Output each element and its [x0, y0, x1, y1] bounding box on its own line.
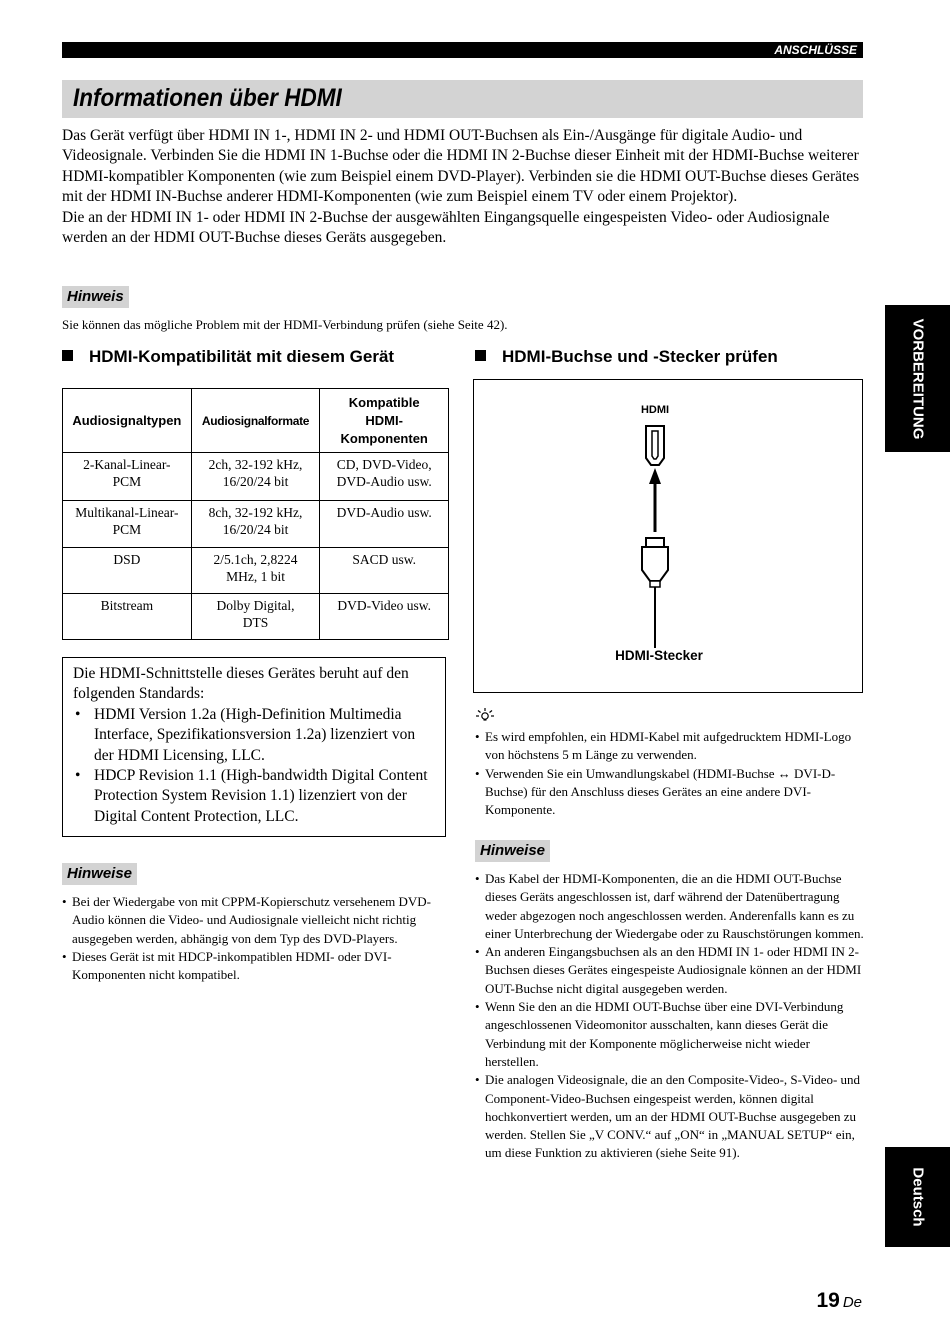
table-row [63, 501, 449, 548]
hdmi-socket-icon [646, 426, 664, 465]
section-header-bar [62, 42, 863, 58]
table-cell: DVD-Audio usw. [320, 501, 449, 548]
square-bullet-icon [475, 350, 486, 361]
hinweise-label: Hinweise [62, 863, 137, 885]
page-title: Informationen über HDMI [73, 84, 342, 112]
hinweis-text: Sie können das mögliche Problem mit der HDMI-Verbindung prüfen (siehe Seite 42). [62, 317, 508, 332]
hdmi-diagram-svg [474, 380, 862, 692]
standards-list [73, 705, 435, 827]
table-cell: SACD usw. [320, 548, 449, 594]
tab-deutsch [885, 1147, 950, 1247]
table-cell: DVD-Video usw. [320, 594, 449, 640]
page-number-value: 19 [816, 1289, 840, 1312]
hdmi-plug-icon [642, 538, 668, 648]
standards-intro: Die HDMI-Schnittstelle dieses Gerätes beruht auf den folgenden Standards: [73, 665, 409, 703]
table-row [63, 594, 449, 640]
table-cell: Bitstream [63, 594, 192, 640]
title-bar [62, 80, 863, 118]
list-item: • Es wird empfohlen, ein HDMI-Kabel mit aufgedrucktem HDMI-Logo von höchstens 5 m Länge zu verwenden. [475, 728, 865, 765]
list-item: • Verwenden Sie ein Umwandlungskabel (HDMI-Buchse ↔ DVI-D-Buchse) für den Anschluss dieses Gerätes an eine andere DVI-Komponente. [475, 765, 865, 820]
tab-vorbereitung-label: VORBEREITUNG [909, 318, 926, 439]
table-header-cell: Kompatible HDMI-Komponenten [320, 389, 449, 453]
lightbulb-icon [475, 707, 495, 728]
intro-paragraph-1: Das Gerät verfügt über HDMI IN 1-, HDMI IN 2- und HDMI OUT-Buchsen als Ein-/Ausgänge für digitale Audio- und Videosignale. Verbinden Sie die HDMI IN 1-Buchse oder die HDMI IN 2-Buchse dieser Einheit mit der HDMI-Buchse weiterer HDMI-kompatibler Komponenten (wie zum Beispiel einem DVD-Player). Verbinden sie die HDMI OUT-Buchse dieses Gerätes mit der HDMI IN-Buchse anderer HDMI-Komponenten (wie zum Beispiel einem TV oder einem Projektor). [62, 127, 860, 206]
hinweise-label: Hinweise [475, 840, 550, 862]
hdmi-socket-label: HDMI [640, 404, 670, 416]
section-label: ANSCHLÜSSE [774, 43, 857, 57]
list-item: • HDMI Version 1.2a (High-Definition Multimedia Interface, Spezifikationsversion 1.2a) lizenziert von der HDMI Licensing, LLC. [73, 705, 435, 766]
list-item: • Dieses Gerät ist mit HDCP-inkompatiblen HDMI- oder DVI-Komponenten nicht kompatibel. [62, 948, 447, 985]
square-bullet-icon [62, 350, 73, 361]
tab-vorbereitung [885, 305, 950, 452]
hinweise-list [475, 870, 865, 1163]
list-item: • Bei der Wiedergabe von mit CPPM-Kopierschutz versehenem DVD-Audio können die Video- und Audiosignale vielleicht nicht richtig ausgegeben werden, abhängig von dem Typ des DVD-Players. [62, 893, 447, 948]
tips-list [475, 728, 865, 819]
check-heading [475, 347, 778, 367]
table-cell: 2/5.1ch, 2,8224 MHz, 1 bit [191, 548, 320, 594]
page-language: De [842, 1294, 862, 1311]
intro-paragraph-2: Die an der HDMI IN 1- oder HDMI IN 2-Buchse der ausgewählten Eingangsquelle eingespeisten Video- oder Audiosignale werden an der HDMI OUT-Buchse dieses Geräts ausgegeben. [62, 208, 830, 247]
check-heading-text: HDMI-Buchse und -Stecker prüfen [502, 347, 778, 366]
list-item: • Die analogen Videosignale, die an den Composite-Video-, S-Video- und Component-Video-Buchsen eingespeist werden, können digital hochkonvertiert werden, um an der HDMI OUT-Buchse ausgegeben zu werden. Stellen Sie „V CONV.“ auf „ON“ in „MANUAL SETUP“ ein, um diese Funktion zu aktivieren (siehe Seite 91). [475, 1071, 865, 1162]
table-cell: 2ch, 32-192 kHz, 16/20/24 bit [191, 453, 320, 501]
table-cell: Dolby Digital, DTS [191, 594, 320, 640]
page-number [816, 1289, 862, 1313]
hdmi-diagram [473, 379, 863, 693]
table-row [63, 548, 449, 594]
list-item: • Das Kabel der HDMI-Komponenten, die an die HDMI OUT-Buchse dieses Geräts angeschlossen ist, darf während der Datenübertragung weder abgezogen noch angeschlossen werden. Anderenfalls kann es zu einer Unterbrechung der Wiedergabe oder zu Rauschstörungen kommen. [475, 870, 865, 943]
table-cell: DSD [63, 548, 192, 594]
hdmi-plug-label: HDMI-Stecker [615, 648, 703, 663]
list-item: • Wenn Sie den an die HDMI OUT-Buchse über eine DVI-Verbindung angeschlossenen Videomonitor ausschalten, kann dieses Gerät die Verbindung mit der Komponente möglicherweise nicht wieder herstellen. [475, 998, 865, 1071]
list-item: • HDCP Revision 1.1 (High-bandwidth Digital Content Protection System Revision 1.1) lizenziert von der Digital Content Protection, LLC. [73, 766, 435, 827]
table-row [63, 453, 449, 501]
compat-heading-text: HDMI-Kompatibilität mit diesem Gerät [89, 347, 395, 366]
list-item: • An anderen Eingangsbuchsen als an den HDMI IN 1- oder HDMI IN 2-Buchsen dieses Gerätes eingespeiste Audiosignale können an der HDMI OUT-Buchse nicht digital ausgegeben werden. [475, 943, 865, 998]
tab-deutsch-label: Deutsch [909, 1167, 926, 1227]
table-header-cell: Audiosignalformate [191, 389, 320, 453]
standards-box [62, 657, 446, 837]
hinweis-label: Hinweis [62, 286, 129, 308]
intro-text [62, 126, 863, 248]
table-cell: CD, DVD-Video, DVD-Audio usw. [320, 453, 449, 501]
compat-table [62, 388, 449, 640]
table-header-cell: Audiosignaltypen [63, 389, 192, 453]
table-cell: 2-Kanal-Linear-PCM [63, 453, 192, 501]
compat-heading [62, 347, 394, 367]
table-cell: 8ch, 32-192 kHz, 16/20/24 bit [191, 501, 320, 548]
insert-arrow-icon [649, 468, 661, 532]
table-header-row [63, 389, 449, 453]
hinweise-list [62, 893, 447, 984]
table-cell: Multikanal-Linear-PCM [63, 501, 192, 548]
